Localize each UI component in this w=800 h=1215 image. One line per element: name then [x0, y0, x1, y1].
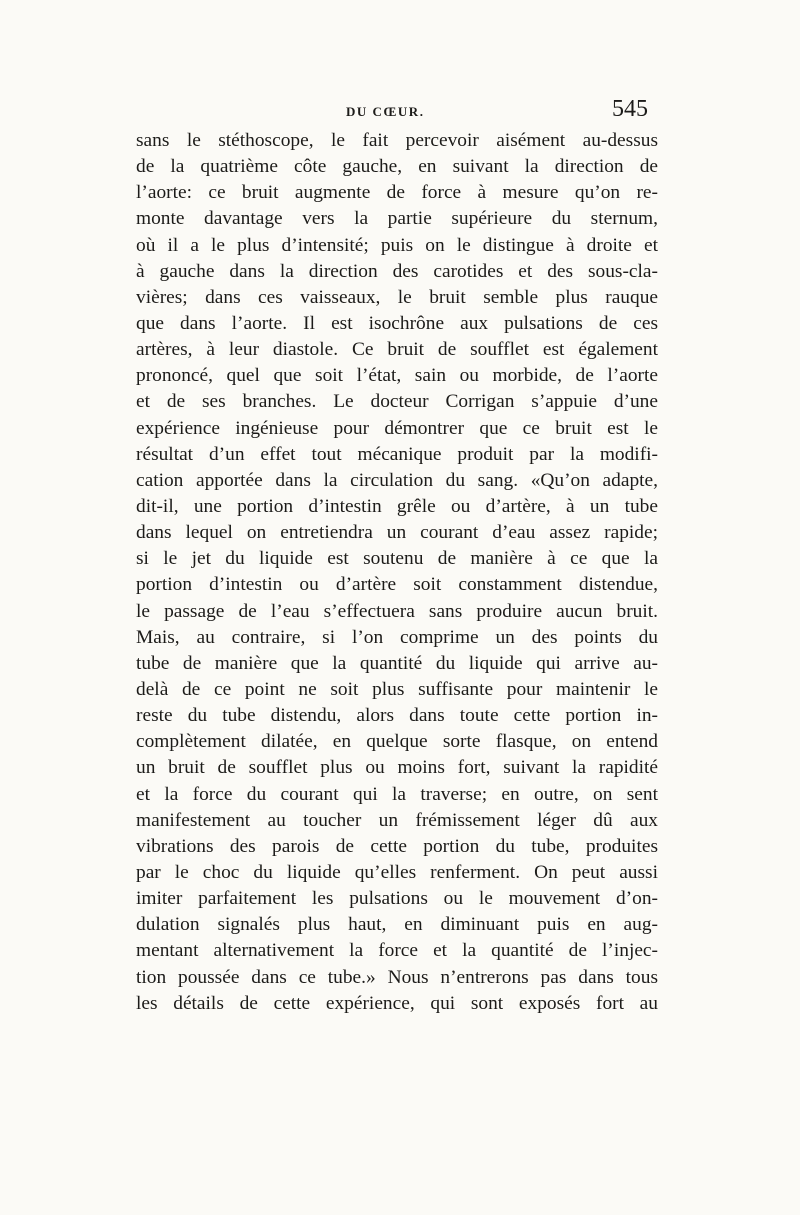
text-line: si le jet du liquide est soutenu de manière à ce que la — [136, 548, 658, 570]
text-line: l’aorte: ce bruit augmente de force à mesure qu’on re- — [136, 182, 658, 204]
text-line: les détails de cette expérience, qui sont exposés fort au — [136, 992, 658, 1014]
text-line: et la force du courant qui la traverse; en outre, on sent — [136, 783, 658, 805]
text-line: où il a le plus d’intensité; puis on le distingue à droite et — [136, 234, 658, 256]
text-line: de la quatrième côte gauche, en suivant la direction de — [136, 156, 658, 178]
text-line: expérience ingénieuse pour démontrer que ce bruit est le — [136, 417, 658, 439]
text-line: mentant alternativement la force et la quantité de l’injec- — [136, 940, 658, 962]
text-line: cation apportée dans la circulation du sang. «Qu’on adapte, — [136, 469, 658, 491]
text-line: vières; dans ces vaisseaux, le bruit semble plus rauque — [136, 286, 658, 308]
text-line: sans le stéthoscope, le fait percevoir aisément au-dessus — [136, 130, 658, 151]
text-line: tion poussée dans ce tube.» Nous n’entrerons pas dans tous — [136, 966, 658, 988]
text-line: dulation signalés plus haut, en diminuant puis en aug- — [136, 914, 658, 936]
text-line: artères, à leur diastole. Ce bruit de soufflet est également — [136, 339, 658, 361]
running-header — [0, 96, 800, 126]
text-line: Mais, au contraire, si l’on comprime un des points du — [136, 626, 658, 648]
text-line: delà de ce point ne soit plus suffisante pour maintenir le — [136, 678, 658, 700]
text-line: portion d’intestin ou d’artère soit constamment distendue, — [136, 574, 658, 596]
text-line: un bruit de soufflet plus ou moins fort, suivant la rapidité — [136, 757, 658, 779]
text-line: manifestement au toucher un frémissement léger dû aux — [136, 809, 658, 831]
text-line: par le choc du liquide qu’elles renferment. On peut aussi — [136, 861, 658, 883]
text-line: résultat d’un effet tout mécanique produit par la modifi- — [136, 443, 658, 465]
text-line: vibrations des parois de cette portion du tube, produites — [136, 835, 658, 857]
text-line: imiter parfaitement les pulsations ou le mouvement d’on- — [136, 888, 658, 910]
running-title: DU CŒUR. — [346, 104, 425, 119]
text-line: et de ses branches. Le docteur Corrigan s’appuie d’une — [136, 391, 658, 413]
text-line: complètement dilatée, en quelque sorte flasque, on entend — [136, 731, 658, 753]
text-line: à gauche dans la direction des carotides et des sous-cla- — [136, 260, 658, 282]
text-line: tube de manière que la quantité du liquide qui arrive au- — [136, 652, 658, 674]
text-line: monte davantage vers la partie supérieure du sternum, — [136, 208, 658, 230]
text-line: dit-il, une portion d’intestin grêle ou d’artère, à un tube — [136, 495, 658, 517]
text-line: dans lequel on entretiendra un courant d’eau assez rapide; — [136, 522, 658, 544]
text-line: prononcé, quel que soit l’état, sain ou morbide, de l’aorte — [136, 365, 658, 387]
text-line: reste du tube distendu, alors dans toute cette portion in- — [136, 705, 658, 727]
page-number: 545 — [612, 96, 648, 122]
text-line: que dans l’aorte. Il est isochrône aux pulsations de ces — [136, 312, 658, 334]
text-line: le passage de l’eau s’effectuera sans produire aucun bruit. — [136, 600, 658, 622]
body-text — [136, 128, 658, 1017]
